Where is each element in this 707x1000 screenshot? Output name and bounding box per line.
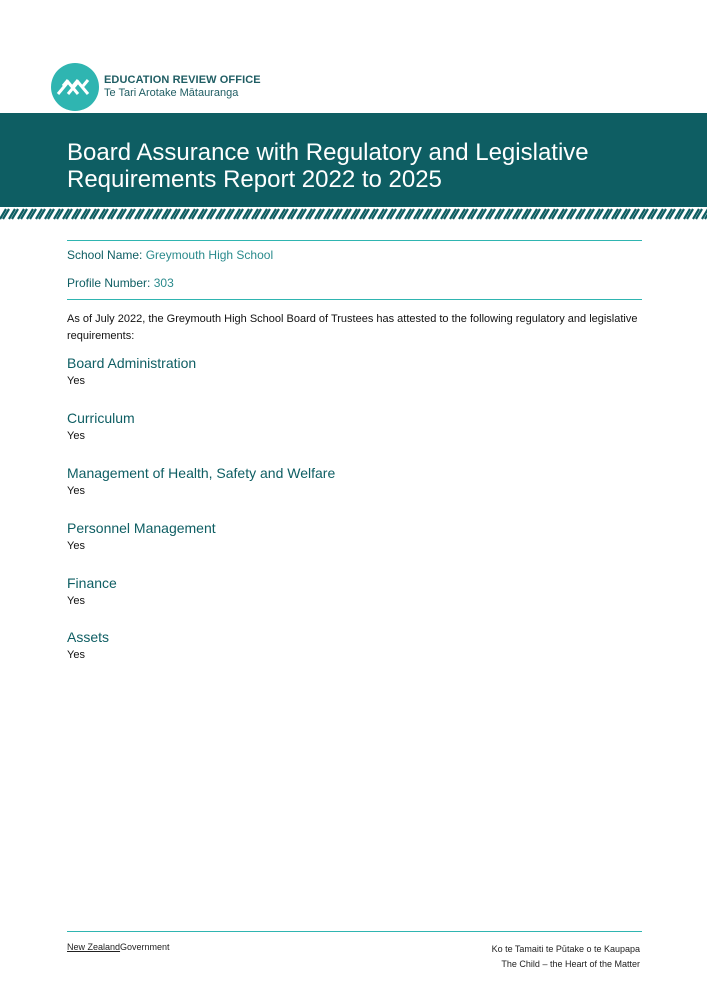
section-value: Yes (67, 649, 85, 661)
nz-government-part1: New Zealand (67, 942, 121, 952)
footer-motto (492, 942, 640, 972)
school-name-value: Greymouth High School (145, 248, 274, 262)
title-banner (0, 113, 707, 207)
profile-number-value: 303 (153, 276, 174, 290)
section-value: Yes (67, 540, 85, 552)
section-heading: Curriculum (67, 410, 135, 426)
nz-government-logo (67, 942, 170, 952)
decorative-pattern (0, 207, 707, 221)
org-name: EDUCATION REVIEW OFFICE (104, 74, 261, 86)
divider-top (67, 240, 642, 241)
section-finance (67, 574, 117, 607)
section-board-administration (67, 354, 196, 387)
motto-maori: Ko te Tamaiti te Pūtake o te Kaupapa (491, 944, 640, 954)
section-health-safety-welfare (67, 464, 335, 497)
footer-divider (67, 931, 642, 932)
profile-number-field (67, 276, 174, 290)
section-heading: Finance (67, 575, 117, 591)
section-value: Yes (67, 430, 85, 442)
school-name-field (67, 248, 273, 262)
report-title: Board Assurance with Regulatory and Legislative Requirements Report 2022 to 2025 (67, 139, 589, 193)
section-heading: Assets (67, 629, 110, 645)
org-name-maori: Te Tari Arotake Mātauranga (104, 87, 239, 99)
school-name-label: School Name: (67, 248, 143, 262)
intro-paragraph: As of July 2022, the Greymouth High School Board of Trustees has attested to the following regulatory and legislative requirements: (67, 313, 638, 342)
divider-bottom (67, 299, 642, 300)
section-heading: Management of Health, Safety and Welfare (67, 465, 336, 481)
section-value: Yes (67, 595, 85, 607)
motto-english: The Child – the Heart of the Matter (501, 959, 640, 969)
nz-government-part2: Government (120, 942, 170, 952)
section-assets (67, 628, 109, 661)
section-value: Yes (67, 375, 85, 387)
section-curriculum (67, 409, 135, 442)
section-value: Yes (67, 485, 85, 497)
ero-logo-icon (50, 62, 100, 112)
ero-logo (50, 62, 261, 112)
section-personnel-management (67, 519, 216, 552)
section-heading: Personnel Management (67, 520, 216, 536)
section-heading: Board Administration (67, 355, 197, 371)
profile-number-label: Profile Number: (67, 276, 151, 290)
